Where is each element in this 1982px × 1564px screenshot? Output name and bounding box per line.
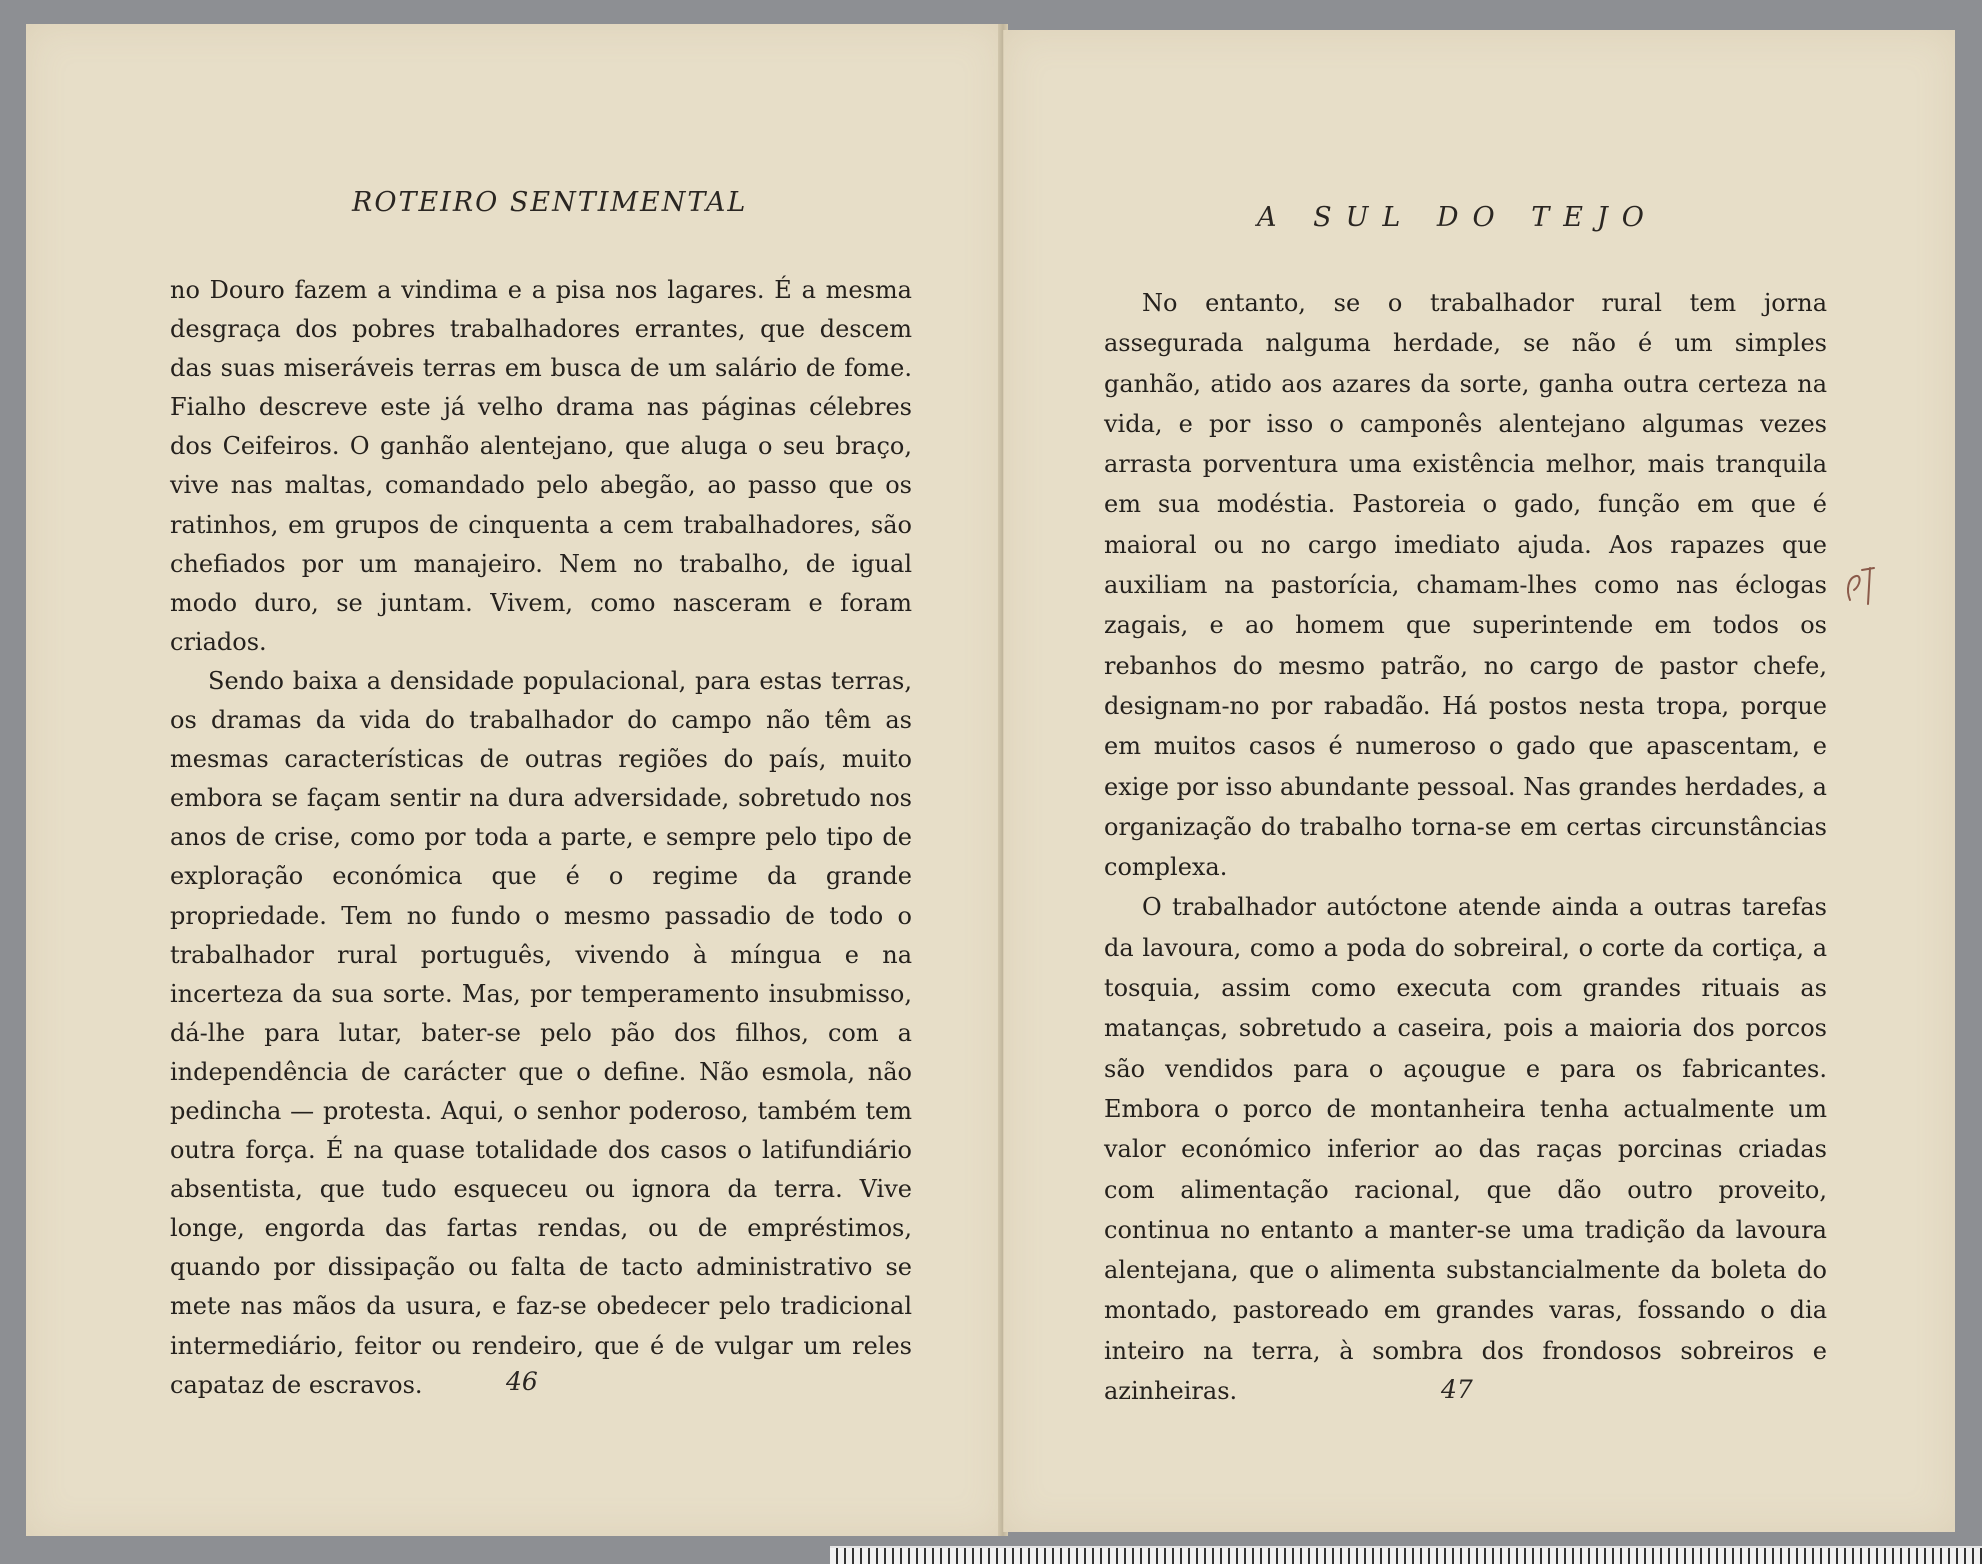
right-running-head: A SUL DO TEJO	[1257, 202, 1658, 233]
scale-bar	[830, 1546, 1982, 1564]
right-page	[1003, 30, 1955, 1532]
right-body-text	[1104, 283, 1827, 1411]
left-paragraph-1: no Douro fazem a vindima e a pisa nos lagares. É a mesma desgraça dos pobres trabalhadores errantes, que descem das suas miseráveis terras em busca de um salário de fome. Fialho descreve este já velho drama nas páginas célebres dos Ceifeiros. O ganhão alentejano, que aluga o seu braço, vive nas maltas, comandado pelo abegão, ao passo que os ratinhos, em grupos de cinquenta a cem trabalhadores, são chefiados por um manajeiro. Nem no trabalho, de igual modo duro, se juntam. Vivem, como nasceram e foram criados.	[170, 276, 912, 656]
left-paragraph-2: Sendo baixa a densidade populacional, para estas terras, os dramas da vida do trabalhador do campo não têm as mesmas características de outras regiões do país, muito embora se façam sentir na dura adversidade, sobretudo nos anos de crise, como por toda a parte, e sempre pelo tipo de exploração económica que é o regime da grande propriedade. Tem no fundo o mesmo passadio de todo o trabalhador rural português, vivendo à míngua e na incerteza da sua sorte. Mas, por temperamento insubmisso, dá-lhe para lutar, bater-se pelo pão dos filhos, com a independência de carácter que o define. Não esmola, não pedincha — protesta. Aqui, o senhor poderoso, também tem outra força. É na quase totalidade dos casos o latifundiário absentista, que tudo esqueceu ou ignora da terra. Vive longe, engorda das fartas rendas, ou de empréstimos, quando por dissipação ou falta de tacto administrativo se mete nas mãos da usura, e faz-se obedecer pelo tradicional intermediário, feitor ou rendeiro, que é de vulgar um reles capataz de escravos.	[170, 666, 912, 1399]
handwritten-margin-mark-icon	[1842, 560, 1886, 610]
right-paragraph-1: No entanto, se o trabalhador rural tem jorna assegurada nalguma herdade, se não é um simples ganhão, atido aos azares da sorte, ganha outra certeza na vida, e por isso o camponês alentejano algumas vezes arrasta porventura uma existência melhor, mais tranquila em sua modéstia. Pastoreia o gado, função em que é maioral ou no cargo imediato ajuda. Aos rapazes que auxiliam na pastorícia, chamam-lhes como nas éclogas zagais, e ao homem que superintende em todos os rebanhos do mesmo patrão, no cargo de pastor chefe, designam-no por rabadão. Há postos nesta tropa, porque em muitos casos é numeroso o gado que apascentam, e exige por isso abundante pessoal. Nas grandes herdades, a organização do trabalho torna-se em certas circunstâncias complexa.	[1104, 289, 1827, 882]
left-page-number: 46	[506, 1367, 538, 1396]
right-page-number: 47	[1441, 1375, 1473, 1404]
left-body-text	[170, 271, 912, 1405]
right-paragraph-2: O trabalhador autóctone atende ainda a outras tarefas da lavoura, como a poda do sobreiral, o corte da cortiça, a tosquia, assim como executa com grandes rituais as matanças, sobretudo a caseira, pois a maioria dos porcos são vendidos para o açougue e para os fabricantes. Embora o porco de montanheira tenha actualmente um valor económico inferior ao das raças porcinas criadas com alimentação racional, que dão outro proveito, continua no entanto a manter-se uma tradição da lavoura alentejana, que o alimenta substancialmente da boleta do montado, pastoreado em grandes varas, fossando o dia inteiro na terra, à sombra dos frondosos sobreiros e azinheiras.	[1104, 893, 1827, 1406]
left-running-head: ROTEIRO SENTIMENTAL	[352, 187, 748, 218]
left-page	[26, 24, 1005, 1536]
